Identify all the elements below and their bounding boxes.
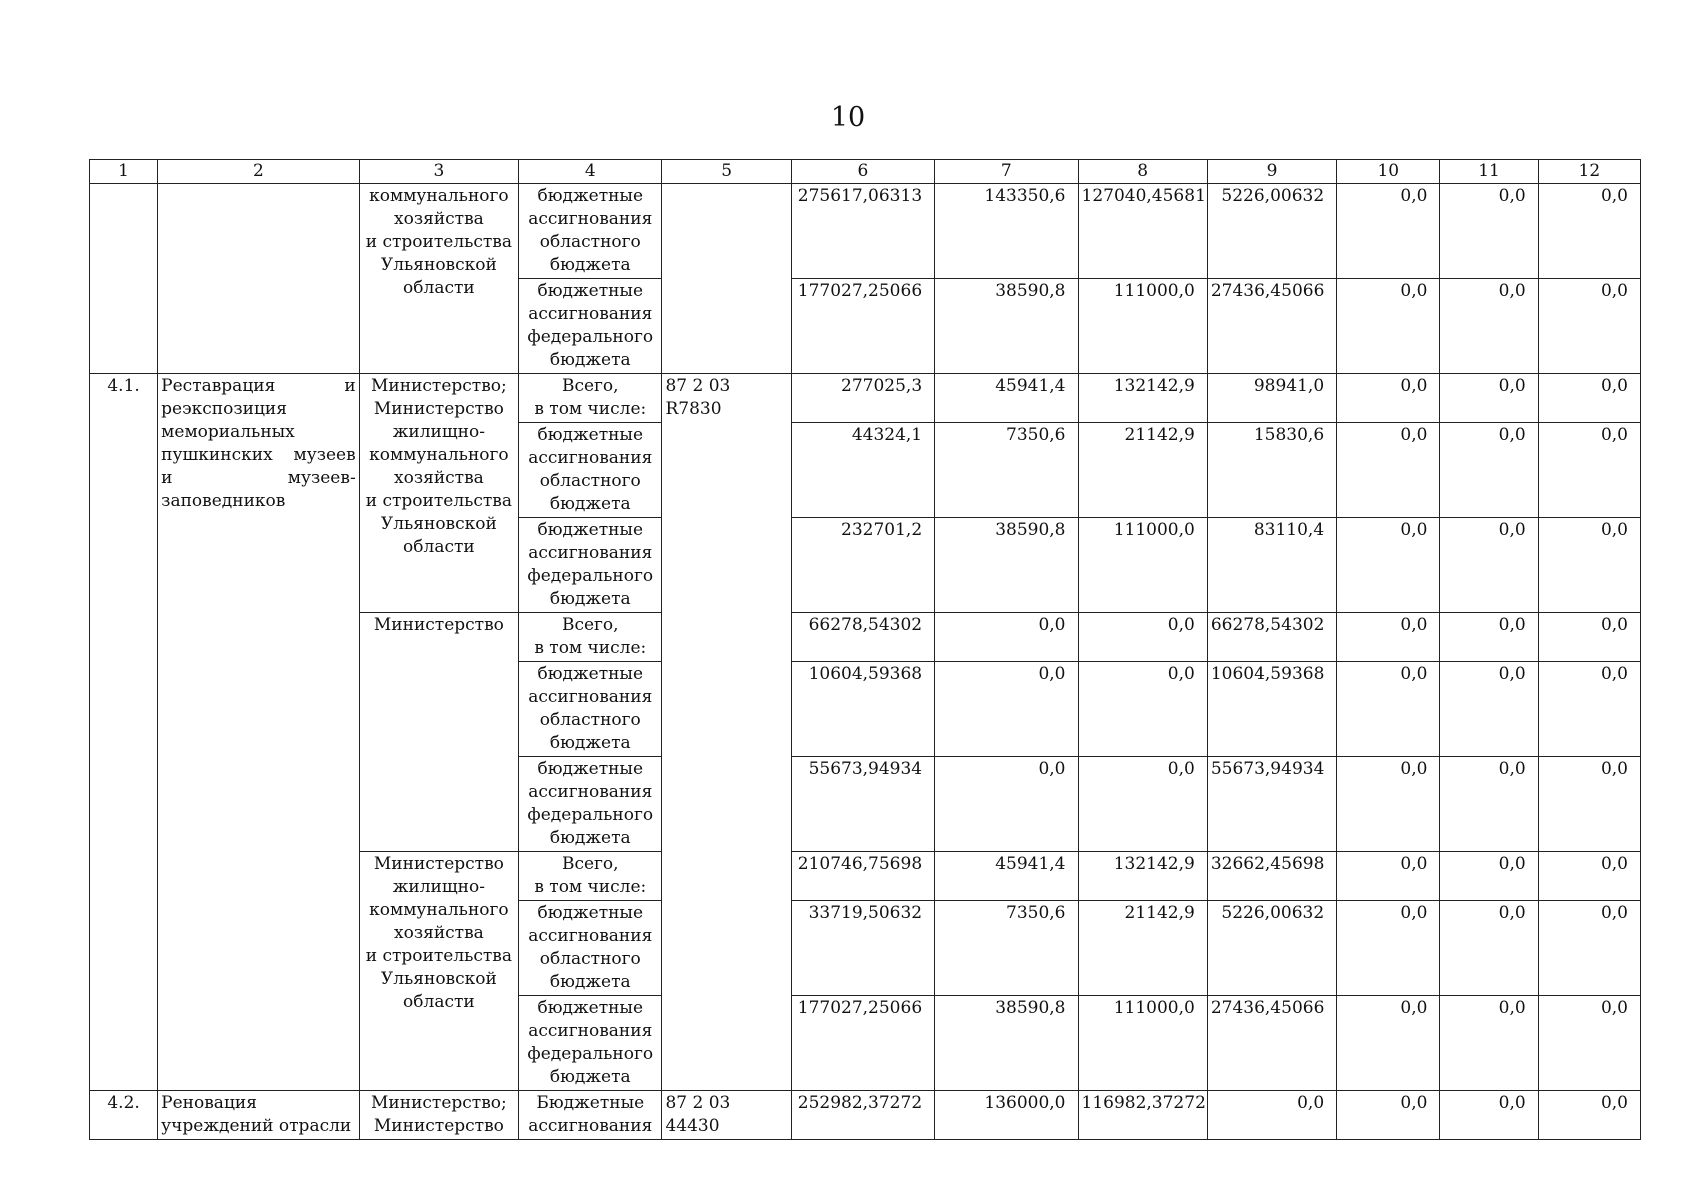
- table-row: [90, 184, 1641, 279]
- source-cell: бюджетные ассигнования областного бюджета: [519, 901, 662, 996]
- value-cell: 98941,0: [1207, 374, 1336, 423]
- col-header: 9: [1207, 160, 1336, 184]
- source-cell: Бюджетные ассигнования: [519, 1091, 662, 1140]
- value-cell: 111000,0: [1078, 518, 1207, 613]
- executor-cell: Министерство: [359, 613, 518, 852]
- value-cell: 0,0: [1337, 1091, 1440, 1140]
- value-cell: 45941,4: [935, 374, 1078, 423]
- item-name: Реставрация и реэкспозиция мемориальных пушкинских музеев и музеев-заповедников: [158, 374, 360, 1091]
- value-cell: 275617,06313: [791, 184, 934, 279]
- value-cell: 0,0: [1337, 996, 1440, 1091]
- value-cell: 0,0: [1538, 613, 1640, 662]
- value-cell: 177027,25066: [791, 996, 934, 1091]
- value-cell: 0,0: [1337, 279, 1440, 374]
- column-number-row: [90, 160, 1641, 184]
- value-cell: 0,0: [1538, 279, 1640, 374]
- item-number: 4.1.: [90, 374, 158, 1091]
- value-cell: 0,0: [1538, 852, 1640, 901]
- value-cell: 0,0: [1337, 374, 1440, 423]
- code-cell: 87 2 03 44430: [662, 1091, 791, 1140]
- value-cell: 177027,25066: [791, 279, 934, 374]
- value-cell: 0,0: [1440, 662, 1538, 757]
- budget-table: [89, 159, 1641, 1140]
- value-cell: 0,0: [1440, 279, 1538, 374]
- code-cell: 87 2 03 R7830: [662, 374, 791, 1091]
- value-cell: 111000,0: [1078, 996, 1207, 1091]
- value-cell: 0,0: [1337, 757, 1440, 852]
- value-cell: 127040,45681: [1078, 184, 1207, 279]
- value-cell: 5226,00632: [1207, 901, 1336, 996]
- value-cell: 0,0: [1538, 901, 1640, 996]
- executor-cell: Министерство; Министерство жилищно- коммунального хозяйства и строительства Ульяновской области: [359, 374, 518, 613]
- value-cell: 0,0: [935, 613, 1078, 662]
- source-cell: бюджетные ассигнования федерального бюджета: [519, 518, 662, 613]
- col-header: 8: [1078, 160, 1207, 184]
- value-cell: 33719,50632: [791, 901, 934, 996]
- col-header: 12: [1538, 160, 1640, 184]
- value-cell: 21142,9: [1078, 901, 1207, 996]
- executor-cell: коммунального хозяйства и строительства Ульяновской области: [359, 184, 518, 374]
- col-header: 2: [158, 160, 360, 184]
- value-cell: 44324,1: [791, 423, 934, 518]
- value-cell: 0,0: [1538, 662, 1640, 757]
- value-cell: 0,0: [1337, 662, 1440, 757]
- value-cell: 7350,6: [935, 901, 1078, 996]
- value-cell: 45941,4: [935, 852, 1078, 901]
- value-cell: 66278,54302: [791, 613, 934, 662]
- value-cell: 0,0: [1440, 613, 1538, 662]
- col-header: 7: [935, 160, 1078, 184]
- value-cell: 38590,8: [935, 996, 1078, 1091]
- value-cell: 0,0: [935, 662, 1078, 757]
- executor-cell: Министерство жилищно- коммунального хозяйства и строительства Ульяновской области: [359, 852, 518, 1091]
- col-header: 4: [519, 160, 662, 184]
- col-header: 11: [1440, 160, 1538, 184]
- value-cell: 0,0: [1538, 1091, 1640, 1140]
- value-cell: 0,0: [1337, 852, 1440, 901]
- value-cell: 10604,59368: [1207, 662, 1336, 757]
- value-cell: 5226,00632: [1207, 184, 1336, 279]
- source-cell: бюджетные ассигнования федерального бюджета: [519, 279, 662, 374]
- value-cell: 21142,9: [1078, 423, 1207, 518]
- table-row: [90, 1091, 1641, 1140]
- value-cell: 0,0: [1440, 1091, 1538, 1140]
- value-cell: 0,0: [1440, 374, 1538, 423]
- value-cell: 277025,3: [791, 374, 934, 423]
- value-cell: 7350,6: [935, 423, 1078, 518]
- value-cell: 0,0: [1337, 518, 1440, 613]
- value-cell: 0,0: [1337, 901, 1440, 996]
- value-cell: 27436,45066: [1207, 996, 1336, 1091]
- code-cell: [662, 184, 791, 374]
- value-cell: 0,0: [1440, 423, 1538, 518]
- value-cell: 0,0: [1538, 996, 1640, 1091]
- value-cell: 0,0: [1440, 757, 1538, 852]
- value-cell: 0,0: [1440, 184, 1538, 279]
- page-number: 10: [830, 102, 866, 133]
- value-cell: 0,0: [1440, 996, 1538, 1091]
- value-cell: 132142,9: [1078, 374, 1207, 423]
- item-name: Реновация учреждений отрасли: [158, 1091, 360, 1140]
- source-cell: Всего, в том числе:: [519, 852, 662, 901]
- value-cell: 10604,59368: [791, 662, 934, 757]
- col-header: 6: [791, 160, 934, 184]
- value-cell: 0,0: [1078, 757, 1207, 852]
- value-cell: 55673,94934: [791, 757, 934, 852]
- value-cell: 0,0: [935, 757, 1078, 852]
- value-cell: 0,0: [1440, 901, 1538, 996]
- value-cell: 136000,0: [935, 1091, 1078, 1140]
- col-header: 5: [662, 160, 791, 184]
- source-cell: бюджетные ассигнования федерального бюджета: [519, 996, 662, 1091]
- value-cell: 38590,8: [935, 279, 1078, 374]
- value-cell: 0,0: [1207, 1091, 1336, 1140]
- value-cell: 143350,6: [935, 184, 1078, 279]
- value-cell: 0,0: [1538, 374, 1640, 423]
- value-cell: 0,0: [1538, 757, 1640, 852]
- item-number: 4.2.: [90, 1091, 158, 1140]
- value-cell: 83110,4: [1207, 518, 1336, 613]
- value-cell: 55673,94934: [1207, 757, 1336, 852]
- value-cell: 0,0: [1538, 184, 1640, 279]
- value-cell: 132142,9: [1078, 852, 1207, 901]
- value-cell: 15830,6: [1207, 423, 1336, 518]
- executor-cell: Министерство; Министерство: [359, 1091, 518, 1140]
- source-cell: бюджетные ассигнования федерального бюджета: [519, 757, 662, 852]
- source-cell: бюджетные ассигнования областного бюджета: [519, 184, 662, 279]
- table-row: [90, 374, 1641, 423]
- value-cell: 232701,2: [791, 518, 934, 613]
- value-cell: 0,0: [1440, 518, 1538, 613]
- value-cell: 116982,37272: [1078, 1091, 1207, 1140]
- value-cell: 32662,45698: [1207, 852, 1336, 901]
- value-cell: 0,0: [1440, 852, 1538, 901]
- value-cell: 66278,54302: [1207, 613, 1336, 662]
- col-header: 10: [1337, 160, 1440, 184]
- value-cell: 252982,37272: [791, 1091, 934, 1140]
- value-cell: 111000,0: [1078, 279, 1207, 374]
- col-header: 3: [359, 160, 518, 184]
- value-cell: 0,0: [1337, 613, 1440, 662]
- value-cell: 0,0: [1538, 518, 1640, 613]
- empty-cell: [90, 184, 158, 374]
- empty-cell: [158, 184, 360, 374]
- source-cell: Всего, в том числе:: [519, 613, 662, 662]
- source-cell: Всего, в том числе:: [519, 374, 662, 423]
- value-cell: 27436,45066: [1207, 279, 1336, 374]
- col-header: 1: [90, 160, 158, 184]
- value-cell: 38590,8: [935, 518, 1078, 613]
- value-cell: 0,0: [1078, 613, 1207, 662]
- value-cell: 0,0: [1538, 423, 1640, 518]
- value-cell: 210746,75698: [791, 852, 934, 901]
- source-cell: бюджетные ассигнования областного бюджета: [519, 423, 662, 518]
- value-cell: 0,0: [1337, 423, 1440, 518]
- source-cell: бюджетные ассигнования областного бюджета: [519, 662, 662, 757]
- value-cell: 0,0: [1337, 184, 1440, 279]
- value-cell: 0,0: [1078, 662, 1207, 757]
